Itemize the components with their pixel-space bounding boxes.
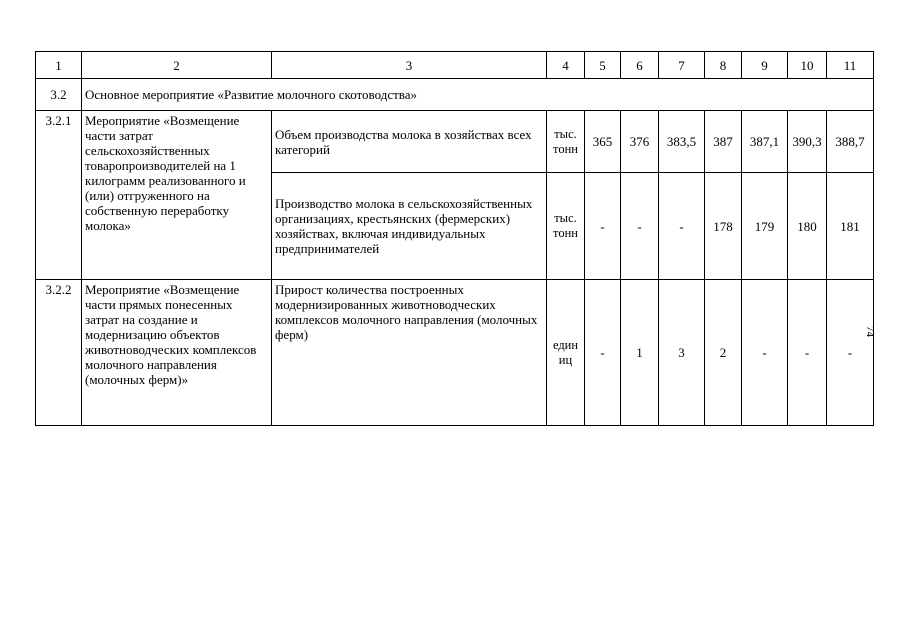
header-cell: 11 (827, 52, 874, 79)
header-cell: 6 (621, 52, 659, 79)
unit-cell: единиц (547, 280, 585, 426)
value-cell: - (659, 173, 705, 280)
value-cell: 376 (621, 111, 659, 173)
table-row (36, 111, 874, 173)
header-cell: 4 (547, 52, 585, 79)
section-row (36, 79, 874, 111)
unit-cell: тыс. тонн (547, 173, 585, 280)
value-cell: - (621, 173, 659, 280)
measure-name: Мероприятие «Возмещение части прямых понесенных затрат на создание и модернизацию объектов животноводческих комплексов молочного направления (молочных ферм)» (82, 280, 272, 426)
value-cell: 1 (621, 280, 659, 426)
indicator-name: Производство молока в сельскохозяйственных организациях, крестьянских (фермерских) хозяйствах, включая индивидуальных предпринимателей (272, 173, 547, 280)
measure-name: Мероприятие «Возмещение части затрат сельскохозяйственных товаропроизводителей на 1 килограмм реализованного и (или) отгруженного на собственную переработку молока» (82, 111, 272, 280)
header-cell: 10 (788, 52, 827, 79)
page-number: 74 (864, 326, 876, 337)
value-cell: 181 (827, 173, 874, 280)
header-cell: 1 (36, 52, 82, 79)
row-number: 3.2.1 (36, 111, 82, 280)
header-cell: 7 (659, 52, 705, 79)
value-cell: - (742, 280, 788, 426)
header-cell: 3 (272, 52, 547, 79)
header-cell: 2 (82, 52, 272, 79)
value-cell: 2 (705, 280, 742, 426)
value-cell: 3 (659, 280, 705, 426)
value-cell: 179 (742, 173, 788, 280)
header-cell: 5 (585, 52, 621, 79)
value-cell: 178 (705, 173, 742, 280)
section-number: 3.2 (36, 79, 82, 111)
header-row (36, 52, 874, 79)
table-row (36, 280, 874, 426)
value-cell: 390,3 (788, 111, 827, 173)
value-cell: 180 (788, 173, 827, 280)
value-cell: - (585, 173, 621, 280)
data-table (35, 51, 874, 426)
value-cell: 387,1 (742, 111, 788, 173)
section-title: Основное мероприятие «Развитие молочного скотоводства» (82, 79, 874, 111)
value-cell: - (585, 280, 621, 426)
header-cell: 8 (705, 52, 742, 79)
value-cell: 387 (705, 111, 742, 173)
row-number: 3.2.2 (36, 280, 82, 426)
indicator-name: Объем производства молока в хозяйствах всех категорий (272, 111, 547, 173)
value-cell: 383,5 (659, 111, 705, 173)
indicator-name: Прирост количества построенных модернизированных животноводческих комплексов молочного направления (молочных ферм) (272, 280, 547, 426)
header-cell: 9 (742, 52, 788, 79)
unit-cell: тыс. тонн (547, 111, 585, 173)
value-cell: 365 (585, 111, 621, 173)
value-cell: 388,7 (827, 111, 874, 173)
value-cell: - (827, 280, 874, 426)
value-cell: - (788, 280, 827, 426)
